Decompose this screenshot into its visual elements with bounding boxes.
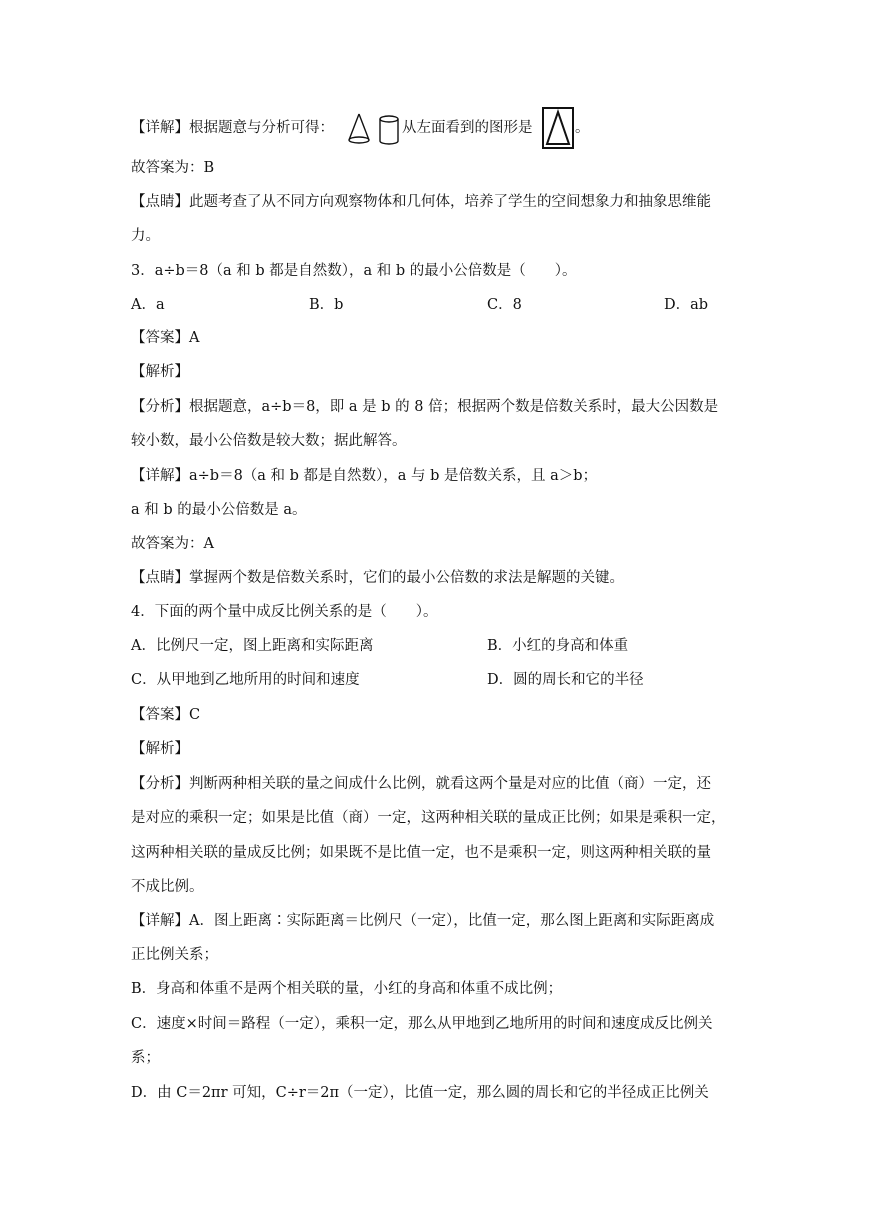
q3-detail-line-2: a 和 b 的最小公倍数是 a。: [131, 502, 307, 518]
comment-line-2: 力。: [131, 228, 160, 244]
detail-prefix: 【详解】根据题意与分析可得：: [131, 120, 334, 136]
q3-option-d: D．ab: [664, 297, 709, 313]
q3-option-b: B．b: [309, 297, 344, 313]
q3-stem: 3．a÷b＝8（a 和 b 都是自然数），a 和 b 的最小公倍数是（ ）。: [131, 263, 577, 279]
q4-detail-line-4: C．速度×时间＝路程（一定），乘积一定，那么从甲地到乙地所用的时间和速度成反比例关: [131, 1016, 713, 1032]
cone-and-cylinder-figure: [345, 110, 403, 148]
q4-detail-line-5: 系；: [131, 1050, 160, 1066]
q4-option-a: A．比例尺一定，图上距离和实际距离: [131, 638, 374, 654]
detail-suffix: 从左面看到的图形是: [402, 120, 533, 136]
q4-detail-line-1: 【详解】A．图上距离∶实际距离＝比例尺（一定），比值一定，那么图上距离和实际距离成: [131, 913, 715, 929]
q4-option-d: D．圆的周长和它的半径: [487, 672, 644, 688]
q4-answer: 【答案】C: [131, 707, 201, 723]
q4-analysis-line-2: 是对应的乘积一定；如果是比值（商）一定，这两种相关联的量成正比例；如果是乘积一定，: [131, 810, 726, 826]
q3-option-a: A．a: [131, 297, 165, 313]
q3-answer: 【答案】A: [131, 330, 200, 346]
q4-detail-line-3: B．身高和体重不是两个相关联的量，小红的身高和体重不成比例；: [131, 981, 563, 997]
q3-final-answer: 故答案为：A: [131, 536, 214, 552]
q4-detail-line-2: 正比例关系；: [131, 947, 218, 963]
left-view-figure: [541, 106, 575, 150]
q4-analysis-line-3: 这两种相关联的量成反比例；如果既不是比值一定，也不是乘积一定，则这两种相关联的量: [131, 845, 711, 861]
q4-analysis-line-1: 【分析】判断两种相关联的量之间成什么比例，就看这两个量是对应的比值（商）一定，还: [131, 776, 711, 792]
comment-line-1: 【点睛】此题考查了从不同方向观察物体和几何体，培养了学生的空间想象力和抽象思维能: [131, 194, 711, 210]
q3-comment: 【点睛】掌握两个数是倍数关系时，它们的最小公倍数的求法是解题的关键。: [131, 570, 624, 586]
detail-end: 。: [575, 120, 590, 136]
q3-analysis-line-2: 较小数，最小公倍数是较大数；据此解答。: [131, 433, 407, 449]
q4-option-c: C．从甲地到乙地所用的时间和速度: [131, 672, 360, 688]
q4-option-b: B．小红的身高和体重: [487, 638, 629, 654]
q3-analysis-head: 【解析】: [131, 364, 189, 380]
q4-analysis-head: 【解析】: [131, 741, 189, 757]
q3-analysis-line-1: 【分析】根据题意，a÷b＝8，即 a 是 b 的 8 倍；根据两个数是倍数关系时，最大公因数是: [131, 399, 719, 415]
detail-line: [131, 118, 334, 138]
q3-detail-line-1: 【详解】a÷b＝8（a 和 b 都是自然数），a 与 b 是倍数关系，且 a＞b；: [131, 468, 598, 484]
q4-stem: 4．下面的两个量中成反比例关系的是（ ）。: [131, 604, 438, 620]
q3-option-c: C．8: [487, 297, 522, 313]
answer-line: 故答案为：B: [131, 160, 215, 176]
q4-analysis-line-4: 不成比例。: [131, 879, 204, 895]
q4-detail-line-6: D．由 C＝2πr 可知，C÷r＝2π（一定），比值一定，那么圆的周长和它的半径成正比例关: [131, 1085, 709, 1101]
